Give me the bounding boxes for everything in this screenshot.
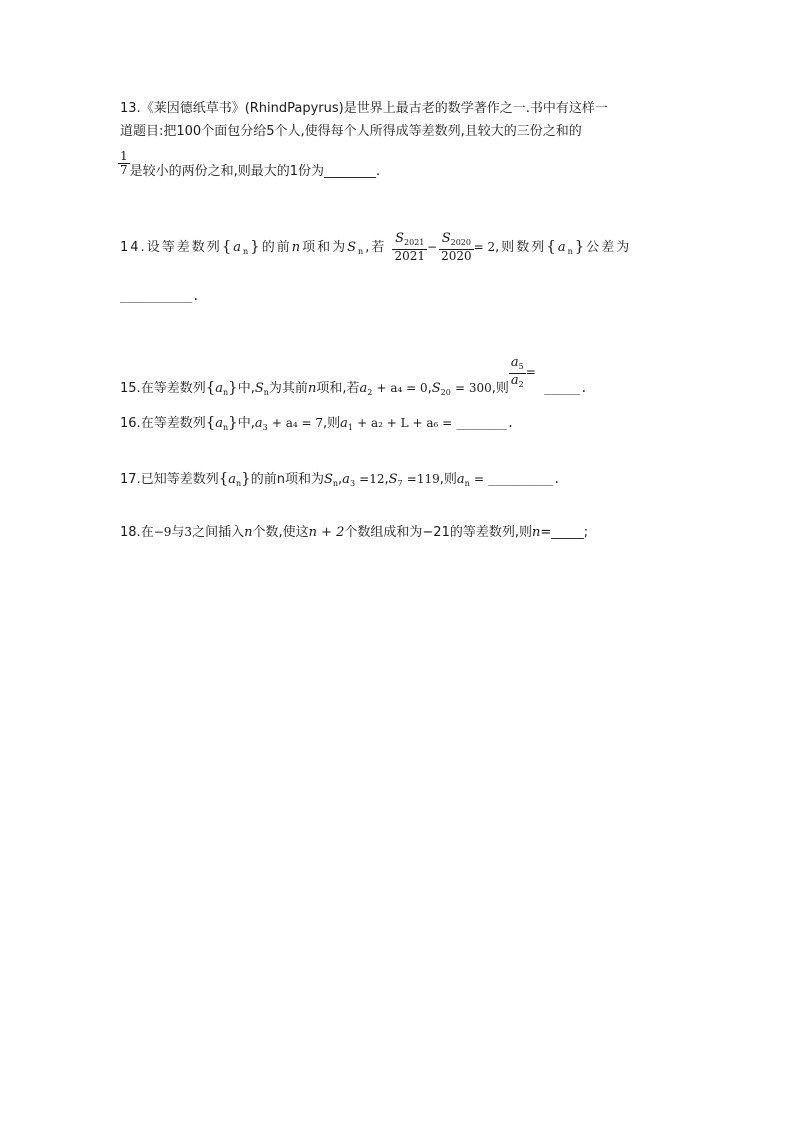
term-a2: $a_2$ — [359, 381, 373, 397]
problem-18-text: 个数组成和为−21的等差数列,则 — [344, 525, 532, 540]
fraction-s2020-den: 2020 — [441, 249, 472, 263]
problem-14-text: 设等差数列 — [146, 240, 222, 255]
problem-15-text: , — [427, 381, 432, 396]
problem-18-number: 18. — [120, 525, 141, 540]
problem-16-line — [120, 414, 514, 436]
problem-17-line: 17.已知等差数列$\{a_n\}$的前n项和为$S_n,a_3 =12,S_7 =119$,则$a_n$ = _________. — [120, 469, 561, 488]
fraction-numerator: 1 — [120, 149, 128, 163]
term-a1: $a_1$ — [340, 416, 354, 432]
problem-17-text: 的前n项和为 — [250, 472, 324, 487]
problem-14-line-2 — [120, 288, 199, 305]
fraction-s2020: $\frac{S_{2020}}{2020}$ — [441, 231, 472, 263]
problem-16-number: 16. — [120, 416, 141, 431]
problem-13-text-2: 道题目:把100个面包分给5个人,使得每个人所得成等差数列,且较大的三份之和的 — [120, 124, 582, 139]
equation-rhs: = 2 — [473, 240, 496, 254]
problem-16-text: 中, — [237, 416, 255, 431]
equals-sign: = — [525, 365, 536, 379]
problem-18-line — [120, 524, 588, 541]
problem-15-text: ,则 — [491, 381, 509, 396]
problem-18-text: 在 — [140, 525, 154, 540]
fraction-one-seventh — [118, 150, 130, 177]
value-minus-nine: −9 — [153, 525, 172, 539]
problem-15-text: 在等差数列 — [140, 381, 206, 396]
term-a3: $a_3$ — [342, 472, 356, 488]
fraction-s2021-den: 2021 — [394, 249, 426, 263]
problem-14-number: 14. — [120, 240, 147, 255]
condition-1: + a₄ = 0 — [376, 381, 428, 395]
sequence-an: $\{a_n\}$ — [221, 237, 262, 256]
var-n: n — [307, 381, 317, 396]
problem-17-text: ,则 — [439, 472, 457, 487]
fraction-denominator: 7 — [120, 163, 128, 177]
answer-blank: _____. — [544, 381, 588, 395]
condition: + a₄ = 7 — [271, 416, 324, 430]
problem-15-number: 15. — [120, 381, 141, 396]
term-s7: $S_7$ — [388, 472, 403, 488]
answer-blank: _________. — [488, 472, 561, 486]
fraction-s2021: $\frac{S_{2021}}{2021}$ — [394, 231, 426, 263]
problem-15-text: 项和,若 — [316, 381, 360, 396]
problem-13-line-2 — [120, 124, 582, 140]
var-sn: $S_n$ — [323, 472, 339, 488]
problem-14-text: ,若 — [365, 240, 387, 255]
problem-14-text: ,则数列 — [495, 240, 547, 255]
expr-n-plus-2: n + 2 — [308, 525, 345, 540]
problem-16-text: ,则 — [323, 416, 341, 431]
sequence-an: $\{a_n\}$ — [218, 469, 251, 488]
problem-18-text: 个数,使这 — [252, 525, 309, 540]
value-three: 3 — [184, 525, 193, 539]
problem-13-line-3 — [118, 150, 380, 179]
problem-18-text: =_____; — [540, 525, 589, 540]
problem-14-text: 项和为 — [302, 240, 348, 255]
term-a3: $a_3$ — [254, 416, 268, 432]
problem-17-text: , — [384, 472, 389, 487]
var-n: n — [244, 525, 253, 540]
problem-18-text: 之间插入 — [192, 525, 245, 540]
term-s20: $S_{20}$ — [431, 381, 451, 397]
problem-13-text-1: 《莱因德纸草书》(RhindPapyrus)是世界上最古老的数学著作之一.书中有这样一 — [140, 101, 608, 116]
fraction-s2020-sub: 2020 — [450, 238, 471, 247]
problem-15-text: 为其前 — [268, 381, 308, 396]
sequence-an: $\{a_n\}$ — [205, 378, 238, 397]
problem-13-number: 13. — [120, 101, 141, 116]
answer-blank: __________. — [120, 289, 200, 303]
fraction-a-ratio: $\frac{a_5}{a_2}$ — [510, 355, 524, 389]
problem-17-text: , — [338, 472, 343, 487]
problem-16-text: 在等差数列 — [140, 416, 206, 431]
term-an: $a_n$ — [456, 472, 470, 488]
fraction-s2021-sub: 2021 — [404, 238, 425, 247]
var-sn: $S_n$ — [254, 381, 269, 397]
problem-14-text: 公差为 — [586, 240, 632, 255]
var-n: n — [291, 240, 303, 255]
var-sn: $S_n$ — [347, 240, 366, 256]
answer-blank: _______. — [456, 416, 515, 430]
problem-15-text: 中, — [237, 381, 255, 396]
problem-17-text: 已知等差数列 — [140, 472, 219, 487]
problem-15-line — [120, 356, 587, 401]
problem-14-line-1: 14.设等差数列$\{a_n\}$的前n项和为$S_n$,若 $\frac{S_{2021}}{2021}$ − $\frac{S_{2020}}{2020}$ = 2,则数列$\{a_n\}$公差为 — [120, 231, 632, 263]
problem-17-number: 17. — [120, 472, 141, 487]
condition-2: =119 — [406, 472, 440, 486]
sequence-an: $\{a_n\}$ — [205, 413, 238, 432]
sequence-an: $\{a_n\}$ — [546, 237, 587, 256]
problem-13-line-1 — [120, 101, 608, 117]
sum-expression: + a₂ + L + a₆ = — [357, 416, 453, 430]
condition-1: =12 — [359, 472, 385, 486]
var-n: n — [531, 525, 541, 540]
problem-13-text-3: 是较小的两份之和,则最大的1份为________. — [129, 164, 381, 179]
problem-14-text: 的前 — [261, 240, 292, 255]
problem-18-text: 与 — [171, 525, 185, 540]
condition-2: = 300 — [454, 381, 492, 395]
